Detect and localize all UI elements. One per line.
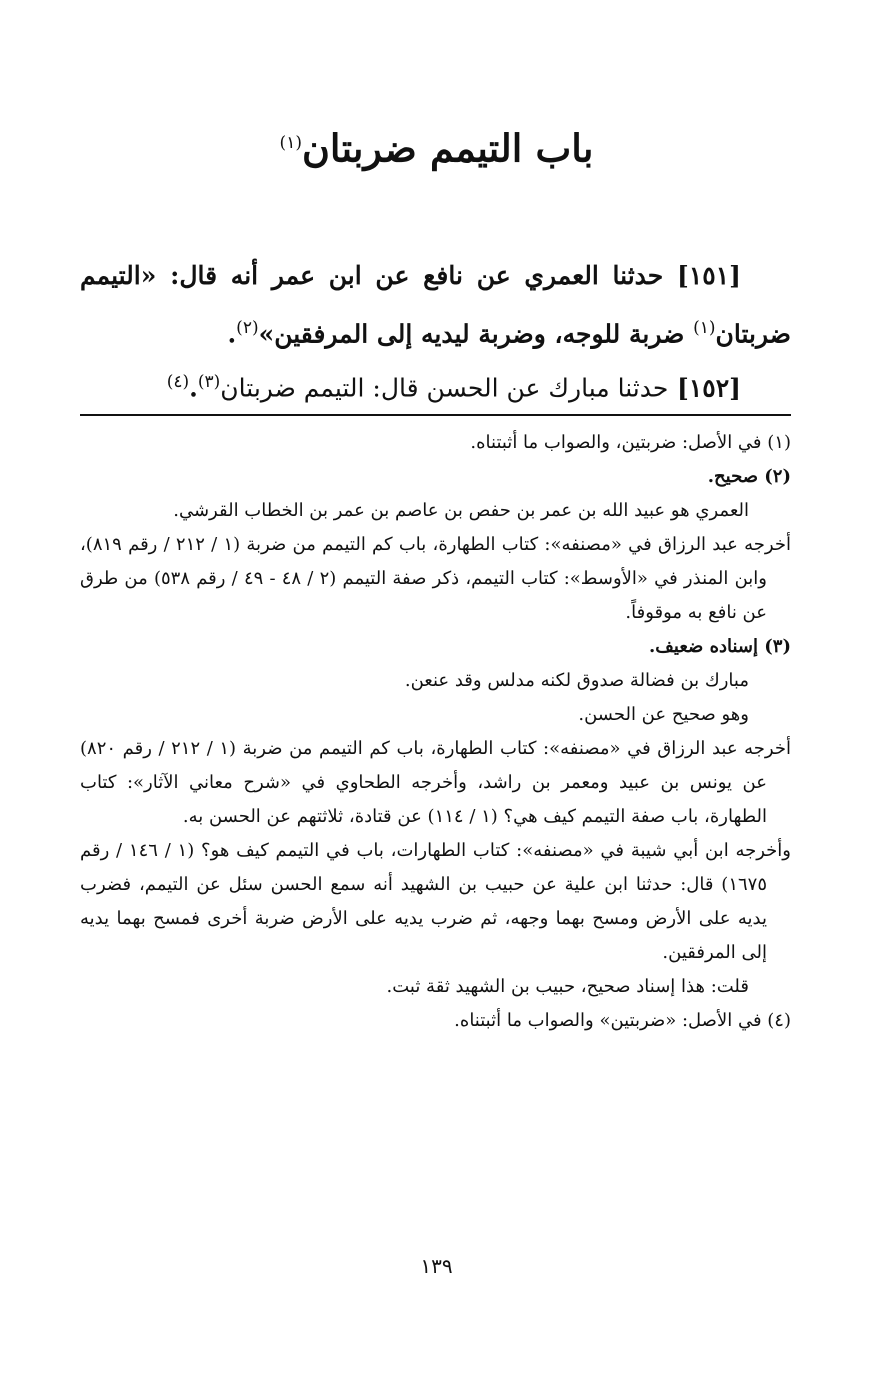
footnote-3-paragraph: مبارك بن فضالة صدوق لكنه مدلس وقد عنعن.: [404, 670, 749, 691]
footnote-2-heading: (٢) صحيح.: [707, 466, 791, 487]
footnote-2-paragraph: أخرجه عبد الرزاق في «مصنفه»: كتاب الطهارة، باب كم التيمم من ضربة (١ / ٢١٢ / رقم ٨١٩)، وابن المنذر في «الأوسط»: كتاب التيمم، ذكر صفة التيمم (٢ / ٤٨ - ٤٩ / رقم ٥٣٨) من طرق عن نافع به موقوفاً.: [80, 534, 791, 623]
hadith-number: [١٥٢]: [677, 373, 741, 403]
chapter-title: [60, 118, 813, 174]
footnote-2-paragraph: العمري هو عبيد الله بن عمر بن حفص بن عاصم بن عمر بن الخطاب القرشي.: [173, 500, 749, 521]
hadith-151: [80, 250, 791, 360]
footnote-3-paragraph: أخرجه عبد الرزاق في «مصنفه»: كتاب الطهارة، باب كم التيمم من ضربة (١ / ٢١٢ / رقم ٨٢٠) عن يونس بن عبيد ومعمر بن راشد، وأخرجه الطحاوي في «شرح معاني الآثار»: كتاب الطهارة، باب صفة التيمم كيف هي؟ (١ / ١١٤) عن قتادة، ثلاثتهم عن الحسن به.: [80, 738, 791, 827]
footnote-ref: (١): [693, 318, 716, 338]
hadith-text-continued: ضربة للوجه، وضربة ليديه إلى المرفقين»: [258, 319, 685, 349]
footnote-divider: [80, 414, 791, 416]
footnote-ref: (٤): [166, 372, 190, 392]
hadith-end-mark: .: [189, 373, 198, 403]
chapter-footnote-ref: (١): [279, 133, 302, 153]
footnote-ref: (٢): [236, 318, 259, 338]
footnote-1: (١) في الأصل: ضربتين، والصواب ما أثبتناه.: [470, 432, 791, 453]
hadith-number: [١٥١]: [677, 261, 741, 290]
footnote-3-paragraph: قلت: هذا إسناد صحيح، حبيب بن الشهيد ثقة ثبت.: [386, 976, 749, 997]
footnote-3-paragraph: وأخرجه ابن أبي شيبة في «مصنفه»: كتاب الطهارات، باب في التيمم كيف هو؟ (١ / ١٤٦ / رقم ١٦٧٥) قال: حدثنا ابن علية عن حبيب بن الشهيد أنه سمع الحسن سئل عن التيمم، فضرب يديه على الأرض ومسح بهما وجهه، ثم ضرب يديه على الأرض ضربة أخرى فمسح بهما يديه إلى المرفقين.: [80, 840, 791, 963]
hadith-text: حدثنا مبارك عن الحسن قال: التيمم ضربتان: [220, 373, 669, 403]
footnote-3-heading: (٣) إسناده ضعيف.: [649, 636, 791, 657]
footnotes: [80, 426, 791, 1038]
page-number: ١٣٩: [420, 1254, 453, 1278]
footnote-3-paragraph: وهو صحيح عن الحسن.: [578, 704, 749, 725]
hadith-end-mark: .: [227, 319, 237, 349]
chapter-title-text: باب التيمم ضربتان: [301, 125, 594, 171]
footnote-ref: (٣): [197, 372, 221, 392]
hadith-152: [80, 356, 791, 414]
footnote-4: (٤) في الأصل: «ضربتين» والصواب ما أثبتناه.: [454, 1010, 791, 1031]
hadith-text: حدثنا العمري عن نافع عن ابن عمر أنه قال: «التيمم ضربتان: [80, 261, 791, 349]
